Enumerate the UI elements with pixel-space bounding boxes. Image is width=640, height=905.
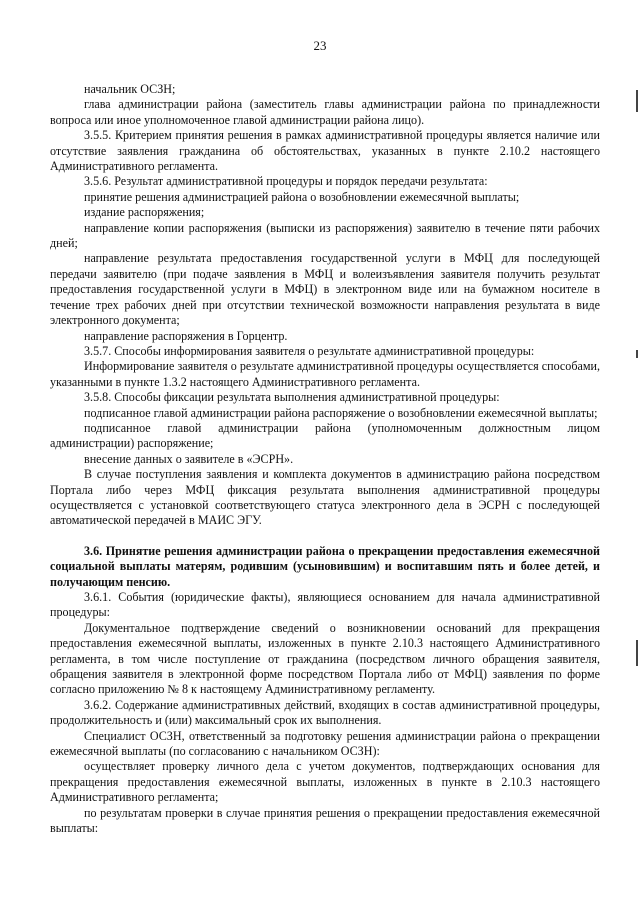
section-heading: 3.6. Принятие решения администрации района о прекращении предоставления ежемесячной социальной выплаты матерям, родившим (усыновившим) и воспитавшим пять и более детей, и получающим пенсию. (50, 543, 600, 589)
document-body (50, 82, 600, 837)
paragraph: 3.6.2. Содержание административных действий, входящих в состав административной процедуры, продолжительность и (или) максимальный срок их выполнения. (50, 697, 600, 728)
paragraph: В случае поступления заявления и комплекта документов в администрацию района посредством Портала либо через МФЦ фиксация результата выполнения административной процедуры осуществляется с установкой соответствующего статуса электронного дела в ЭСРН с последующей автоматической передачей в МАИС ЭГУ. (50, 467, 600, 528)
paragraph: подписанное главой администрации района распоряжение о возобновлении ежемесячной выплаты; (84, 405, 598, 420)
paragraph: направление копии распоряжения (выписки из распоряжения) заявителю в течение пяти рабочих дней; (50, 220, 600, 251)
paragraph: по результатам проверки в случае принятия решения о прекращении предоставления ежемесячной выплаты: (50, 805, 600, 836)
paragraph: 3.5.8. Способы фиксации результата выполнения административной процедуры: (84, 390, 500, 405)
paragraph: Специалист ОСЗН, ответственный за подготовку решения администрации района о прекращении ежемесячной выплаты (по согласованию с начальником ОСЗН): (50, 728, 600, 759)
paragraph: осуществляет проверку личного дела с учетом документов, подтверждающих основания для прекращения предоставления ежемесячной выплаты, изложенных в пункте в 2.10.3 настоящего Административного регламента; (50, 759, 600, 805)
paragraph: начальник ОСЗН; (84, 82, 176, 96)
page-number: 23 (313, 38, 327, 53)
paragraph: направление результата предоставления государственной услуги в МФЦ для последующей передачи заявителю (при подаче заявления в МФЦ и волеизъявления заявителя получить результат предоставления государственной услуги в МФЦ) в электронном виде или на бумажном носителе в течение трех рабочих дней при отсутствии технической возможности направления результата в виде электронного документа; (50, 251, 600, 328)
paragraph: Информирование заявителя о результате административной процедуры осуществляется способами, указанными в пункте 1.3.2 настоящего Административного регламента. (50, 359, 600, 389)
paragraph: 3.6.1. События (юридические факты), являющиеся основанием для начала административной процедуры: (50, 590, 600, 620)
paragraph: глава администрации района (заместитель главы администрации района по принадлежности вопроса или иное уполномоченное главой администрации района лицо). (50, 97, 600, 127)
paragraph: Документальное подтверждение сведений о возникновении оснований для прекращения предоставления ежемесячной выплаты, изложенных в пункте 2.10.3 настоящего Административного регламента, в том числе поступление от гражданина (посредством личного обращения заявителя, обращения заявителя в электронной форме посредством Портала либо от МФЦ) заявления по форме согласно приложению № 8 к настоящему Административному регламенту. (50, 620, 600, 697)
scan-edge-mark (636, 90, 638, 112)
paragraph: направление распоряжения в Горцентр. (84, 328, 288, 343)
paragraph: 3.5.7. Способы информирования заявителя о результате административной процедуры: (84, 343, 535, 358)
paragraph: внесение данных о заявителе в «ЭСРН». (84, 451, 294, 466)
scan-edge-mark (636, 640, 638, 666)
paragraph: принятие решения администрацией района о возобновлении ежемесячной выплаты; (84, 189, 520, 204)
paragraph: 3.5.6. Результат административной процедуры и порядок передачи результата: (84, 174, 488, 189)
scan-edge-mark (636, 350, 638, 358)
paragraph: подписанное главой администрации района (уполномоченным должностным лицом администрации) распоряжение; (50, 420, 600, 451)
paragraph: 3.5.5. Критерием принятия решения в рамках административной процедуры является наличие или отсутствие заявления гражданина об обстоятельствах, указанных в пункте 2.10.2 настоящего Административного регламента. (50, 128, 600, 174)
paragraph: издание распоряжения; (84, 205, 205, 220)
